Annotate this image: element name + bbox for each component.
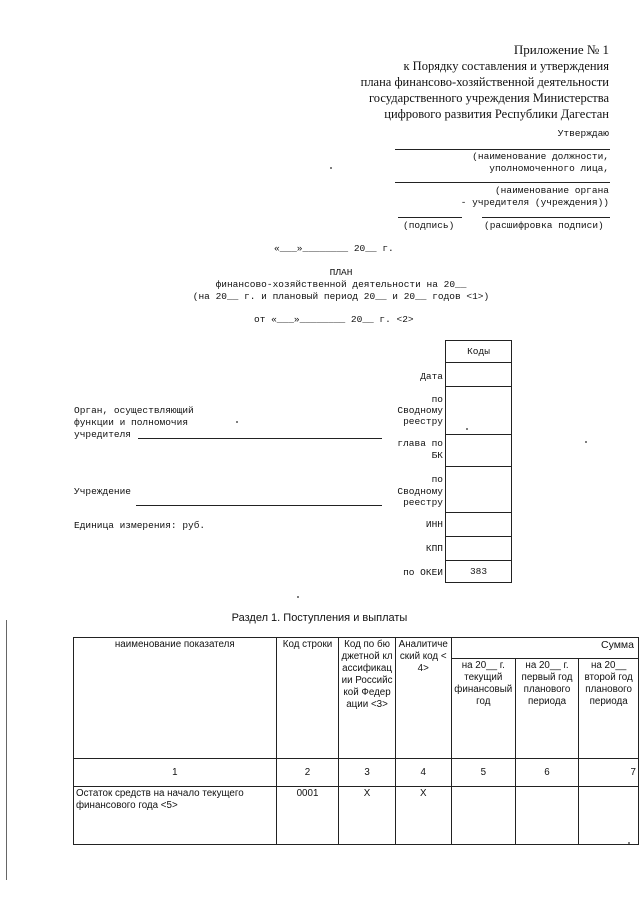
appendix-line-1: Приложение № 1 [513, 42, 609, 57]
organ-label-1: Орган, осуществляющий [74, 405, 194, 416]
unit-label: Единица измерения: руб. [74, 520, 206, 531]
code-inn[interactable] [446, 513, 512, 537]
plan-date: от «___»________ 20__ г. <2> [254, 314, 414, 325]
appendix-line-2: к Порядку составления и утверждения [403, 59, 609, 73]
row-current[interactable] [451, 787, 515, 845]
label-registry2-1: по [431, 474, 443, 485]
header-sum: Сумма [451, 638, 638, 659]
header-second-plan-year: на 20__ второй год планового периода [579, 659, 639, 759]
section-title: Раздел 1. Поступления и выплаты [231, 612, 408, 624]
row-first[interactable] [515, 787, 579, 845]
header-row-code: Код строки [276, 638, 339, 759]
appendix-line-5: цифрового развития Республики Дагестан [384, 107, 609, 121]
table-row [74, 787, 639, 845]
label-registry-1: по [431, 394, 443, 405]
code-bk[interactable] [446, 435, 512, 467]
header-budget-code: Код по бюджетной классификации Российской Федерации <3> [339, 638, 395, 759]
row-name: Остаток средств на начало текущего финансового года <5> [74, 787, 277, 845]
income-expense-table [73, 637, 639, 845]
organ-field[interactable] [138, 438, 382, 439]
approval-title: Утверждаю [557, 128, 609, 139]
label-bk-1: глава по [397, 438, 443, 449]
organ-hint-1: (наименование органа [494, 185, 609, 196]
organ-label-2: функции и полномочия [74, 417, 189, 428]
code-registry[interactable] [446, 387, 512, 435]
column-number: 1 [74, 759, 277, 787]
signature-line [398, 217, 462, 218]
organ-line [395, 182, 610, 183]
institution-label: Учреждение [74, 486, 132, 497]
position-hint-1: (наименование должности, [472, 151, 609, 162]
institution-field[interactable] [136, 505, 382, 506]
decoding-line [482, 217, 610, 218]
header-first-plan-year: на 20__ г. первый год планового периода [515, 659, 579, 759]
row-analytic: Х [395, 787, 451, 845]
appendix-line-4: государственного учреждения Министерства [368, 91, 609, 105]
plan-period: (на 20__ г. и плановый период 20__ и 20__ годов <1>) [192, 291, 490, 302]
code-okei: 383 [446, 561, 512, 583]
codes-header: Коды [446, 341, 512, 363]
approval-date: «___»________ 20__ г. [274, 243, 394, 254]
column-number: 4 [395, 759, 451, 787]
appendix-header [249, 42, 609, 122]
column-number: 5 [451, 759, 515, 787]
codes-table [445, 340, 512, 583]
header-current-year: на 20__ г. текущий финансовый год [451, 659, 515, 759]
appendix-line-3: плана финансово-хозяйственной деятельности [360, 75, 609, 89]
column-number: 3 [339, 759, 395, 787]
scan-speck [466, 428, 468, 430]
position-hint-2: уполномоченного лица, [489, 163, 609, 174]
position-line [395, 149, 610, 150]
code-registry-2[interactable] [446, 467, 512, 513]
column-number: 7 [579, 759, 639, 787]
label-inn: ИНН [425, 519, 443, 530]
organ-hint-2: - учредителя (учреждения)) [460, 197, 609, 208]
code-kpp[interactable] [446, 537, 512, 561]
header-analytic-code: Аналитический код <4> [395, 638, 451, 759]
scan-speck [628, 842, 630, 844]
column-number: 2 [276, 759, 339, 787]
label-bk-2: БК [431, 450, 443, 461]
scan-speck [297, 596, 299, 598]
scan-speck [330, 167, 332, 169]
label-registry2-2: Сводному [397, 486, 443, 497]
code-date[interactable] [446, 363, 512, 387]
label-registry-3: реестру [403, 416, 443, 427]
row-second[interactable] [579, 787, 639, 845]
row-budget: Х [339, 787, 395, 845]
scan-edge-line [6, 620, 7, 880]
decoding-hint: (расшифровка подписи) [484, 220, 604, 231]
column-number: 6 [515, 759, 579, 787]
label-kpp: КПП [425, 543, 443, 554]
scan-speck [585, 441, 587, 443]
label-registry2-3: реестру [403, 497, 443, 508]
row-code: 0001 [276, 787, 339, 845]
label-date: Дата [420, 371, 443, 382]
label-registry-2: Сводному [397, 405, 443, 416]
plan-subtitle: финансово-хозяйственной деятельности на 20__ [215, 279, 467, 290]
scan-speck [236, 421, 238, 423]
label-okei: по ОКЕИ [403, 567, 443, 578]
signature-hint: (подпись) [403, 220, 455, 231]
plan-title: ПЛАН [329, 267, 353, 278]
header-name: наименование показателя [74, 638, 277, 759]
organ-label-3: учредителя [74, 429, 132, 440]
